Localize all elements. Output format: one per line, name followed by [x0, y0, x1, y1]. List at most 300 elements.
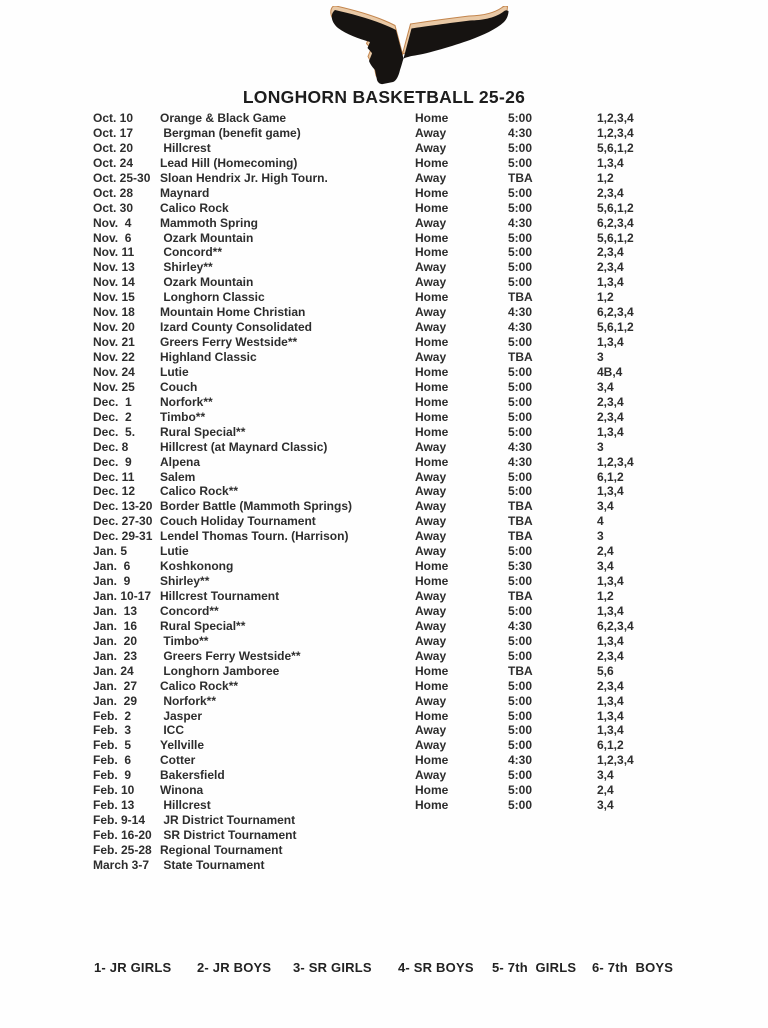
game-date: Dec. 9	[93, 454, 132, 469]
team-codes: 3	[597, 350, 604, 364]
game-date: Nov. 21	[93, 335, 135, 350]
opponent-name: Orange & Black Game	[160, 111, 287, 125]
game-date: Oct. 28	[93, 185, 134, 200]
opponent-name: Alpena	[160, 454, 201, 469]
team-codes: 3	[597, 439, 604, 454]
opponent-name: Hillcrest	[160, 798, 211, 813]
venue: Home	[415, 753, 449, 768]
game-time: 5:00	[508, 260, 533, 275]
team-codes: 6,1,2	[597, 469, 624, 484]
game-time: 5:00	[508, 484, 533, 499]
game-date: March 3-7	[93, 857, 150, 872]
opponent-name: Cotter	[160, 753, 196, 768]
game-time: 4:30	[508, 125, 533, 140]
table-row	[93, 499, 713, 514]
opponent-name: Mammoth Spring	[160, 215, 258, 230]
table-row	[93, 858, 713, 873]
team-codes: 1,3,4	[597, 275, 624, 290]
opponent-name: Lead Hill (Homecoming)	[160, 155, 298, 170]
game-time: 5:00	[508, 678, 533, 693]
venue: Away	[415, 320, 447, 335]
table-row	[93, 231, 713, 246]
game-date: Feb. 13	[93, 798, 135, 813]
game-date: Feb. 6	[93, 753, 132, 768]
table-row	[93, 380, 713, 395]
opponent-name: Longhorn Classic	[160, 290, 265, 305]
game-date: Oct. 30	[93, 200, 134, 215]
table-row	[93, 574, 713, 589]
table-row	[93, 410, 713, 425]
venue: Away	[415, 768, 447, 783]
team-codes: 6,2,3,4	[597, 618, 634, 633]
team-codes: 5,6,1,2	[597, 230, 634, 245]
game-time: 4:30	[508, 215, 533, 230]
opponent-name: Salem	[160, 469, 196, 484]
opponent-name: Izard County Consolidated	[160, 320, 313, 335]
table-row	[93, 753, 713, 768]
team-codes: 2,4	[597, 783, 614, 798]
team-codes: 2,4	[597, 544, 614, 559]
venue: Away	[415, 469, 447, 484]
table-row	[93, 111, 713, 126]
table-row	[93, 186, 713, 201]
game-time: TBA	[508, 514, 533, 529]
team-codes: 2,3,4	[597, 678, 624, 693]
team-codes: 1,3,4	[597, 574, 624, 589]
venue: Home	[415, 424, 449, 439]
venue: Away	[415, 140, 447, 155]
opponent-name: Norfork**	[160, 394, 213, 409]
game-date: Feb. 16-20	[93, 828, 152, 842]
game-date: Nov. 14	[93, 275, 135, 290]
game-time: 4:30	[508, 454, 533, 469]
opponent-name: Bakersfield	[160, 768, 225, 783]
team-codes: 1,2,3,4	[597, 125, 634, 140]
opponent-name: Calico Rock	[160, 200, 229, 215]
team-codes: 1,2	[597, 170, 614, 185]
game-time: 5:00	[508, 783, 533, 798]
opponent-name: Yellville	[160, 738, 205, 753]
game-date: Nov. 24	[93, 364, 135, 379]
table-row	[93, 171, 713, 186]
game-time: 5:00	[508, 409, 533, 424]
opponent-name: Regional Tournament	[160, 842, 283, 857]
game-date: Jan. 29	[93, 693, 138, 708]
table-row	[93, 768, 713, 783]
game-time: 4:30	[508, 439, 533, 454]
game-date: Jan. 6	[93, 559, 131, 574]
opponent-name: Timbo**	[160, 409, 206, 424]
game-date: Nov. 22	[93, 350, 135, 364]
table-row	[93, 275, 713, 290]
game-time: 4:30	[508, 618, 533, 633]
legend-item: 2- JR BOYS	[197, 960, 272, 975]
venue: Away	[415, 350, 447, 364]
team-codes: 6,2,3,4	[597, 215, 634, 230]
venue: Away	[415, 544, 447, 559]
venue: Home	[415, 798, 449, 813]
table-row	[93, 723, 713, 738]
longhorn-logo	[325, 6, 520, 91]
game-time: 5:30	[508, 559, 533, 574]
opponent-name: Sloan Hendrix Jr. High Tourn.	[160, 170, 328, 185]
venue: Home	[415, 185, 449, 200]
opponent-name: Timbo**	[160, 633, 209, 648]
table-row	[93, 589, 713, 604]
venue: Home	[415, 230, 449, 245]
opponent-name: Concord**	[160, 603, 219, 618]
opponent-name: Border Battle (Mammoth Springs)	[160, 499, 353, 514]
game-date: Jan. 5	[93, 544, 128, 559]
opponent-name: Greers Ferry Westside**	[160, 335, 298, 350]
game-date: Feb. 3	[93, 723, 132, 738]
game-date: Feb. 2	[93, 708, 132, 723]
team-codes: 2,3,4	[597, 648, 624, 663]
game-time: 5:00	[508, 693, 533, 708]
venue: Away	[415, 633, 447, 648]
venue: Home	[415, 364, 449, 379]
table-row	[93, 559, 713, 574]
legend-item: 3- SR GIRLS	[293, 960, 372, 975]
game-time: 5:00	[508, 574, 533, 589]
team-codes: 1,3,4	[597, 424, 624, 439]
game-time: TBA	[508, 350, 533, 364]
game-time: 5:00	[508, 798, 533, 813]
game-date: Feb. 25-28	[93, 842, 152, 857]
opponent-name: Bergman (benefit game)	[160, 125, 301, 140]
team-codes: 3,4	[597, 559, 614, 574]
opponent-name: Greers Ferry Westside**	[160, 648, 301, 663]
team-codes: 1,2,3,4	[597, 454, 634, 469]
game-date: Dec. 27-30	[93, 514, 153, 529]
game-time: 5:00	[508, 633, 533, 648]
team-codes: 5,6,1,2	[597, 140, 634, 155]
venue: Home	[415, 379, 449, 394]
opponent-name: Highland Classic	[160, 350, 257, 364]
team-codes: 1,3,4	[597, 484, 624, 499]
game-time: 4:30	[508, 753, 533, 768]
table-row	[93, 425, 713, 440]
table-row	[93, 783, 713, 798]
venue: Home	[415, 290, 449, 305]
table-row	[93, 544, 713, 559]
game-time: TBA	[508, 499, 533, 514]
game-date: Feb. 5	[93, 738, 132, 753]
steer-silhouette-shape	[332, 10, 509, 84]
game-date: Nov. 18	[93, 305, 135, 320]
team-codes: 1,3,4	[597, 633, 624, 648]
game-date: Nov. 6	[93, 230, 132, 245]
opponent-name: JR District Tournament	[160, 813, 296, 828]
game-time: 5:00	[508, 424, 533, 439]
game-time: 5:00	[508, 364, 533, 379]
game-time: 5:00	[508, 738, 533, 753]
opponent-name: Calico Rock**	[160, 484, 239, 499]
venue: Home	[415, 409, 449, 424]
team-codes: 3,4	[597, 798, 614, 813]
venue: Away	[415, 439, 447, 454]
game-time: 5:00	[508, 723, 533, 738]
opponent-name: Rural Special**	[160, 424, 246, 439]
venue: Away	[415, 529, 447, 544]
venue: Away	[415, 514, 447, 529]
venue: Away	[415, 484, 447, 499]
game-date: Feb. 9-14	[93, 813, 146, 828]
game-date: Jan. 20	[93, 633, 138, 648]
game-time: 5:00	[508, 394, 533, 409]
game-date: Dec. 12	[93, 484, 136, 499]
game-date: Dec. 1	[93, 394, 132, 409]
table-row	[93, 634, 713, 649]
venue: Home	[415, 708, 449, 723]
game-date: Jan. 24	[93, 663, 134, 678]
table-row	[93, 529, 713, 544]
opponent-name: Lutie	[160, 544, 189, 559]
table-row	[93, 350, 713, 365]
table-row	[93, 156, 713, 171]
opponent-name: Koshkonong	[160, 559, 234, 574]
venue: Home	[415, 394, 449, 409]
opponent-name: Lendel Thomas Tourn. (Harrison)	[160, 529, 349, 544]
venue: Away	[415, 305, 447, 320]
table-row	[93, 798, 713, 813]
game-time: 4:30	[508, 305, 533, 320]
game-date: Nov. 13	[93, 260, 135, 275]
table-row	[93, 395, 713, 410]
team-codes: 1,2	[597, 290, 614, 305]
team-codes: 1,3,4	[597, 155, 624, 170]
team-codes: 1,2,3,4	[597, 111, 634, 125]
opponent-name: Ozark Mountain	[160, 230, 254, 245]
game-time: 5:00	[508, 335, 533, 350]
team-codes: 2,3,4	[597, 260, 624, 275]
game-time: 5:00	[508, 275, 533, 290]
opponent-name: Lutie	[160, 364, 189, 379]
venue: Away	[415, 215, 447, 230]
table-row	[93, 664, 713, 679]
game-date: Feb. 10	[93, 783, 135, 798]
team-codes: 1,3,4	[597, 723, 624, 738]
game-time: 5:00	[508, 111, 533, 125]
table-row	[93, 245, 713, 260]
opponent-name: Concord**	[160, 245, 223, 260]
legend-item: 6- 7th BOYS	[592, 960, 674, 975]
team-codes: 1,2	[597, 589, 614, 603]
table-row	[93, 619, 713, 634]
team-codes: 1,3,4	[597, 603, 624, 618]
game-time: TBA	[508, 589, 533, 603]
table-row	[93, 813, 713, 828]
venue: Away	[415, 603, 447, 618]
venue: Home	[415, 200, 449, 215]
page-title: LONGHORN BASKETBALL 25-26	[242, 87, 526, 107]
table-row	[93, 320, 713, 335]
legend-item: 4- SR BOYS	[398, 960, 474, 975]
team-codes: 5,6,1,2	[597, 200, 634, 215]
game-date: Oct. 25-30	[93, 170, 151, 185]
venue: Home	[415, 335, 449, 350]
team-codes: 1,3,4	[597, 708, 624, 723]
table-row	[93, 216, 713, 231]
legend-item: 5- 7th GIRLS	[492, 960, 577, 975]
game-time: 5:00	[508, 768, 533, 783]
venue: Home	[415, 663, 449, 678]
team-codes: 2,3,4	[597, 185, 624, 200]
team-codes: 5,6	[597, 663, 614, 678]
game-date: Oct. 10	[93, 111, 134, 125]
game-time: 5:00	[508, 648, 533, 663]
game-date: Dec. 11	[93, 469, 135, 484]
opponent-name: Winona	[160, 783, 204, 798]
table-row	[93, 679, 713, 694]
venue: Away	[415, 648, 447, 663]
opponent-name: Shirley**	[160, 260, 213, 275]
game-time: 5:00	[508, 155, 533, 170]
opponent-name: Hillcrest Tournament	[160, 589, 280, 603]
game-date: Oct. 20	[93, 140, 134, 155]
game-date: Nov. 20	[93, 320, 135, 335]
opponent-name: Jasper	[160, 708, 203, 723]
game-date: Nov. 4	[93, 215, 132, 230]
game-date: Dec. 8	[93, 439, 129, 454]
venue: Away	[415, 589, 447, 603]
game-time: 4:30	[508, 320, 533, 335]
table-row	[93, 201, 713, 216]
team-codes: 3	[597, 529, 604, 544]
game-time: TBA	[508, 290, 533, 305]
team-codes: 2,3,4	[597, 409, 624, 424]
table-row	[93, 514, 713, 529]
table-row	[93, 455, 713, 470]
game-date: Jan. 27	[93, 678, 138, 693]
game-time: TBA	[508, 663, 533, 678]
table-row	[93, 335, 713, 350]
table-row	[93, 290, 713, 305]
venue: Away	[415, 170, 447, 185]
opponent-name: ICC	[160, 723, 184, 738]
game-date: Nov. 15	[93, 290, 135, 305]
venue: Home	[415, 559, 449, 574]
venue: Home	[415, 574, 449, 589]
game-time: 5:00	[508, 140, 533, 155]
table-row	[93, 440, 713, 455]
table-row	[93, 649, 713, 664]
team-codes: 1,3,4	[597, 693, 624, 708]
venue: Home	[415, 245, 449, 260]
venue: Away	[415, 260, 447, 275]
game-time: TBA	[508, 170, 533, 185]
table-row	[93, 828, 713, 843]
opponent-name: Shirley**	[160, 574, 210, 589]
game-date: Dec. 2	[93, 409, 132, 424]
table-row	[93, 126, 713, 141]
game-time: 5:00	[508, 544, 533, 559]
opponent-name: Mountain Home Christian	[160, 305, 306, 320]
venue: Home	[415, 783, 449, 798]
team-codes: 6,2,3,4	[597, 305, 634, 320]
game-time: 5:00	[508, 200, 533, 215]
opponent-name: Rural Special**	[160, 618, 246, 633]
game-time: 5:00	[508, 603, 533, 618]
team-codes: 1,2,3,4	[597, 753, 634, 768]
game-date: Oct. 17	[93, 125, 134, 140]
team-codes: 4	[597, 514, 604, 529]
game-time: 5:00	[508, 708, 533, 723]
team-codes: 3,4	[597, 768, 614, 783]
game-date: Dec. 29-31	[93, 529, 153, 544]
venue: Home	[415, 678, 449, 693]
game-date: Dec. 5.	[93, 424, 136, 439]
team-codes: 3,4	[597, 499, 614, 514]
game-date: Jan. 23	[93, 648, 138, 663]
venue: Home	[415, 155, 449, 170]
table-row	[93, 470, 713, 485]
table-row	[93, 604, 713, 619]
game-date: Oct. 24	[93, 155, 134, 170]
venue: Away	[415, 499, 447, 514]
team-codes: 1,3,4	[597, 335, 624, 350]
table-row	[93, 365, 713, 380]
opponent-name: Couch	[160, 379, 198, 394]
team-codes: 2,3,4	[597, 394, 624, 409]
opponent-name: Hillcrest (at Maynard Classic)	[160, 439, 328, 454]
team-codes: 5,6,1,2	[597, 320, 634, 335]
opponent-name: Hillcrest	[160, 140, 211, 155]
game-date: Jan. 13	[93, 603, 138, 618]
game-date: Jan. 9	[93, 574, 131, 589]
game-time: 5:00	[508, 469, 533, 484]
game-date: Jan. 10-17	[93, 589, 152, 603]
game-time: TBA	[508, 529, 533, 544]
team-codes: 2,3,4	[597, 245, 624, 260]
opponent-name: Couch Holiday Tournament	[160, 514, 316, 529]
team-codes: 3,4	[597, 379, 614, 394]
venue: Away	[415, 275, 447, 290]
venue: Home	[415, 111, 449, 125]
game-date: Jan. 16	[93, 618, 138, 633]
opponent-name: Norfork**	[160, 693, 217, 708]
game-time: 5:00	[508, 230, 533, 245]
table-row	[93, 141, 713, 156]
game-date: Nov. 11	[93, 245, 135, 260]
table-row	[93, 709, 713, 724]
table-row	[93, 694, 713, 709]
opponent-name: Longhorn Jamboree	[160, 663, 280, 678]
longhorn-logo-graphic	[325, 6, 520, 91]
game-time: 5:00	[508, 379, 533, 394]
opponent-name: Ozark Mountain	[160, 275, 254, 290]
table-row	[93, 484, 713, 499]
game-date: Nov. 25	[93, 379, 135, 394]
schedule-table	[93, 111, 713, 873]
opponent-name: Maynard	[160, 185, 210, 200]
table-row	[93, 843, 713, 858]
team-codes: 6,1,2	[597, 738, 624, 753]
team-codes: 4B,4	[597, 364, 623, 379]
venue: Home	[415, 454, 449, 469]
venue: Away	[415, 125, 447, 140]
opponent-name: State Tournament	[160, 857, 265, 872]
game-time: 5:00	[508, 185, 533, 200]
game-time: 5:00	[508, 245, 533, 260]
venue: Away	[415, 693, 447, 708]
table-row	[93, 738, 713, 753]
venue: Away	[415, 738, 447, 753]
legend-item: 1- JR GIRLS	[94, 960, 172, 975]
table-row	[93, 260, 713, 275]
legend	[0, 960, 768, 980]
opponent-name: Calico Rock**	[160, 678, 239, 693]
